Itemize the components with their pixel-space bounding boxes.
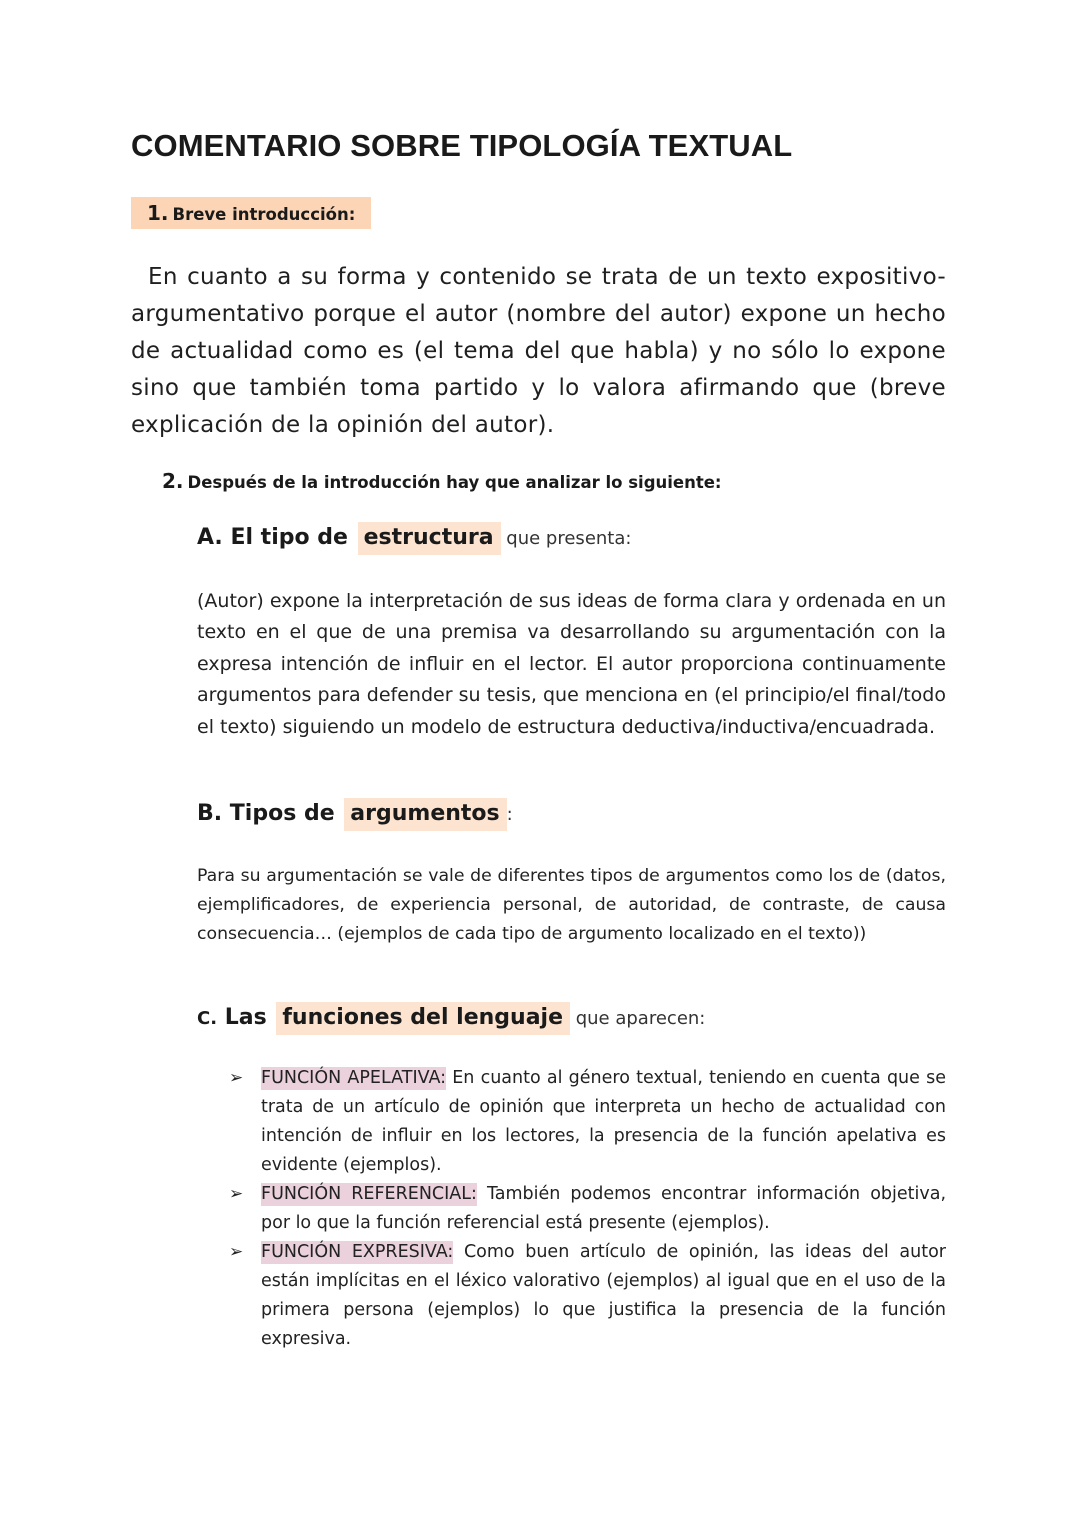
subheading-a-suffix: que presenta: [500, 528, 632, 549]
subheading-b-suffix: : [506, 804, 513, 825]
arrow-bullet-icon: ➢ [229, 1184, 244, 1204]
function-text: También podemos encontrar información objetiva, por lo que la función referencial está presente (ejemplos). [261, 1184, 947, 1233]
introduction-paragraph [131, 259, 946, 444]
subheading-c-letter: C. [197, 1008, 218, 1029]
section-1-label: Breve introducción: [172, 205, 356, 224]
arrow-bullet-icon: ➢ [229, 1242, 244, 1262]
section-2-label: Después de la introducción hay que analizar lo siguiente: [187, 473, 722, 492]
subsection-a-paragraph: (Autor) expone la interpretación de sus ideas de forma clara y ordenada en un texto en el que de una premisa va desarrollando su argumentación con la expresa intención de influir en el lector. El autor proporciona continuamente argumentos para defender su tesis, que menciona en (el principio/el final/todo el texto) siguiendo un modelo de estructura deductiva/inductiva/encuadrada. [197, 590, 946, 738]
list-item [229, 1238, 946, 1354]
subheading-c-highlight: funciones del lenguaje [276, 1002, 570, 1035]
subheading-c-suffix: que aparecen: [570, 1008, 706, 1029]
subheading-c [197, 1005, 705, 1030]
section-1-heading [131, 197, 371, 229]
subheading-c-prefix: Las [217, 1005, 267, 1030]
function-label: FUNCIÓN REFERENCIAL: [261, 1184, 477, 1204]
page-title: COMENTARIO SOBRE TIPOLOGÍA TEXTUAL [131, 128, 793, 163]
function-label: FUNCIÓN APELATIVA: [261, 1068, 447, 1088]
list-item [229, 1064, 946, 1180]
section-1-number: 1. [147, 201, 169, 225]
subheading-a [197, 525, 631, 550]
section-2-number: 2. [162, 469, 184, 493]
function-text: En cuanto al género textual, teniendo en cuenta que se trata de un artículo de opinión que interpreta un hecho de actualidad con intención de influir en los lectores, la presencia de la función apelativa es evidente (ejemplos). [261, 1068, 947, 1175]
subsection-b-paragraph: Para su argumentación se vale de diferentes tipos de argumentos como los de (datos, ejemplificadores, de experiencia personal, de autoridad, de contraste, de causa consecuencia… (ejemplos de cada tipo de argumento localizado en el texto)) [197, 866, 946, 944]
introduction-text: En cuanto a su forma y contenido se trata de un texto expositivo-argumentativo porque el autor (nombre del autor) expone un hecho de actualidad como es (el tema del que habla) y no sólo lo expone sino que también toma partido y lo valora afirmando que (breve explicación de la opinión del autor). [131, 264, 946, 438]
function-text: Como buen artículo de opinión, las ideas del autor están implícitas en el léxico valorativo (ejemplos) al igual que en el uso de la primera persona (ejemplos) lo que justifica la presencia de la función expresiva. [261, 1242, 946, 1349]
section-2-heading [162, 469, 722, 493]
language-functions-list [229, 1064, 946, 1354]
subheading-a-highlight: estructura [358, 522, 501, 555]
subheading-b [197, 801, 513, 826]
list-item [229, 1180, 946, 1238]
subheading-b-prefix: B. Tipos de [197, 801, 335, 826]
function-label: FUNCIÓN EXPRESIVA: [261, 1242, 454, 1262]
arrow-bullet-icon: ➢ [229, 1068, 244, 1088]
subheading-b-highlight: argumentos [344, 798, 506, 831]
subheading-a-prefix: A. El tipo de [197, 525, 348, 550]
